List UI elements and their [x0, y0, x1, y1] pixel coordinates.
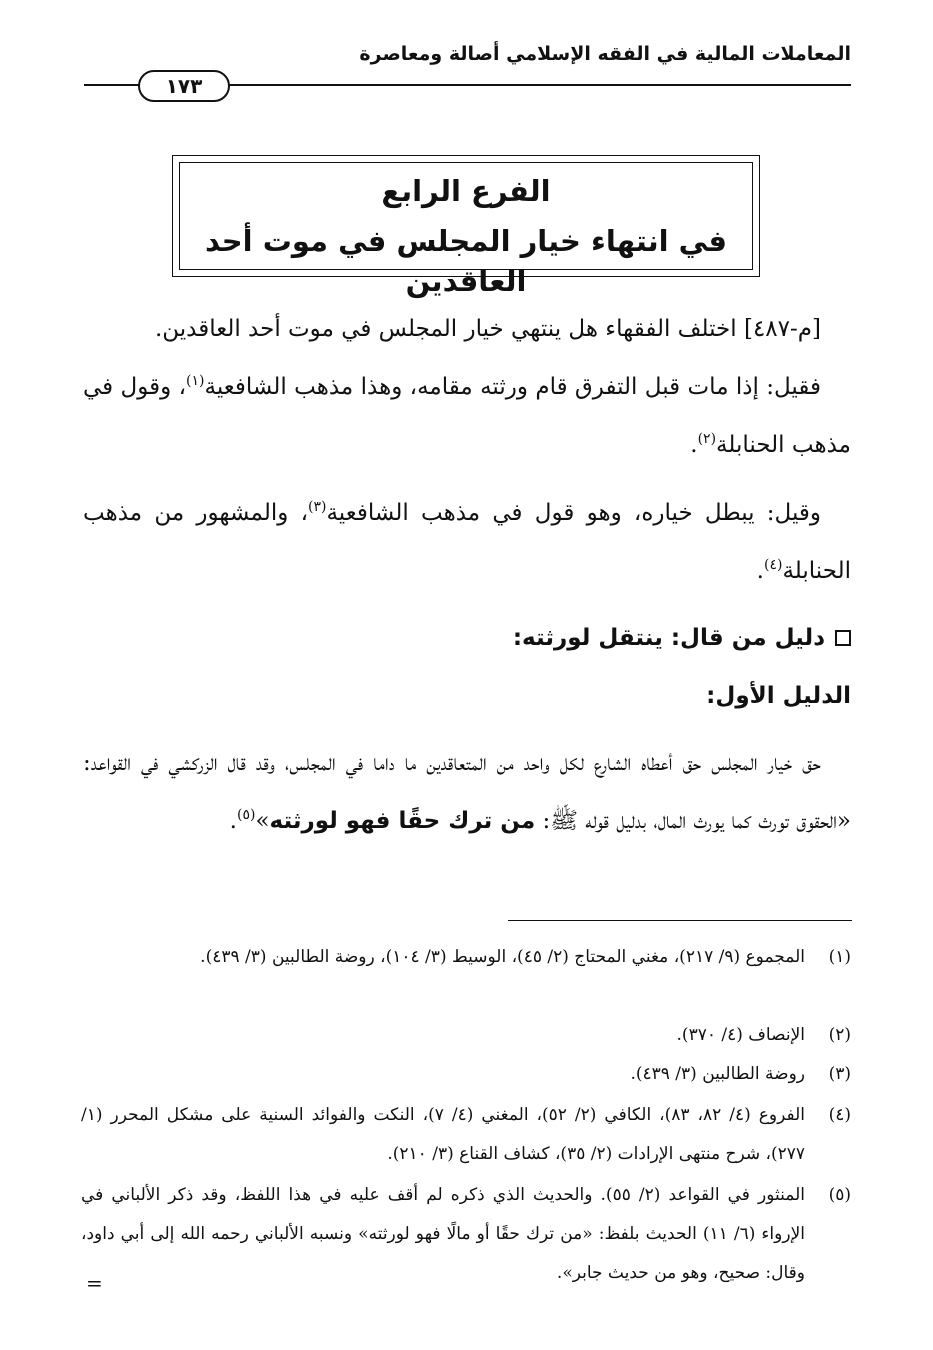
paragraph-text: .: [229, 808, 237, 834]
footnote-3: [81, 1055, 851, 1094]
first-evidence-heading: الدليل الأول:: [706, 683, 851, 709]
section-title-inner-frame: [179, 162, 753, 298]
paragraph-issue: [م-٤٨٧] اختلف الفقهاء هل ينتهي خيار المجلس في موت أحد العاقدين.: [154, 316, 821, 342]
page-number-badge: ١٧٣: [138, 70, 230, 102]
paragraph-text: ، والمشهور من مذهب الحنابلة: [83, 500, 851, 584]
paragraph-text: وقيل: يبطل خياره، وهو قول في مذهب الشافعية: [326, 500, 821, 526]
hadith-quote: من ترك حقًا فهو لورثته: [269, 808, 536, 834]
footnote-number: (٢): [828, 1025, 851, 1045]
footnote-1: [81, 938, 851, 977]
footnote-ref-3[interactable]: (٣): [308, 499, 327, 515]
paragraph-first-evidence: [83, 734, 851, 850]
footnote-number: (٤): [828, 1105, 851, 1125]
footnote-text: روضة الطالبين (٣/ ٤٣٩).: [630, 1064, 805, 1084]
section-title-line-2: في انتهاء خيار المجلس في موت أحد العاقدين: [205, 224, 727, 298]
footnote-separator: [508, 920, 852, 921]
paragraph-text: فقيل: إذا مات قبل التفرق قام ورثته مقامه، وهذا مذهب الشافعية: [204, 374, 821, 400]
running-header-title: المعاملات المالية في الفقه الإسلامي أصالة ومعاصرة: [359, 43, 851, 65]
paragraph-second-opinion: [83, 484, 851, 600]
footnote-number: (١): [828, 947, 851, 967]
footnote-4: [81, 1096, 851, 1174]
section-title-line-1: الفرع الرابع: [381, 174, 551, 208]
footnote-ref-4[interactable]: (٤): [763, 557, 783, 573]
footnote-2: [81, 1016, 851, 1055]
square-bullet-icon: [835, 630, 851, 646]
continuation-mark: =: [86, 1271, 103, 1295]
evidence-heading: [83, 618, 851, 658]
footnote-ref-1[interactable]: (١): [186, 373, 205, 389]
paragraph-text: ، وقول في مذهب الحنابلة: [83, 374, 851, 458]
paragraph-text: .: [756, 558, 764, 584]
paragraph-text: .: [690, 432, 698, 458]
paragraph-first-opinion: [83, 358, 851, 474]
section-title-frame: [172, 155, 760, 298]
footnote-number: (٣): [828, 1064, 851, 1084]
footnote-ref-2[interactable]: (٢): [697, 431, 717, 447]
footnote-text: الفروع (٤/ ٨٢، ٨٣)، الكافي (٢/ ٥٢)، المغني (٤/ ٧)، النكت والفوائد السنية على مشكل المحرر (١/ ٢٧٧)، شرح منتهى الإرادات (٢/ ٣٥)، كشاف القناع (٣/ ٢١٠).: [81, 1105, 806, 1164]
footnote-text: المجموع (٩/ ٢١٧)، مغني المحتاج (٢/ ٤٥)، الوسيط (٣/ ١٠٤)، روضة الطالبين (٣/ ٤٣٩).: [200, 947, 805, 967]
footnote-5: [81, 1176, 851, 1293]
quote-close: »: [255, 808, 270, 834]
footnote-ref-5[interactable]: (٥): [236, 807, 256, 823]
paragraph-text: حق خيار المجلس حق أعطاه الشارع لكل واحد من المتعاقدين ما داما في المجلس، وقد قال الزركشي في القواعد: «الحقوق تورث كما يورث المال، بدليل قوله ﷺ:: [83, 750, 851, 834]
evidence-heading-text: دليل من قال: ينتقل لورثته:: [512, 625, 825, 651]
footnote-text: المنثور في القواعد (٢/ ٥٥). والحديث الذي ذكره لم أقف عليه في هذا اللفظ، وقد ذكر الألباني في الإرواء (٦/ ١١) الحديث بلفظ: «من ترك حقًا أو مالًا فهو لورثته» ونسبه الألباني رحمه الله إلى أبي داود، وقال: صحيح، وهو من حديث جابر».: [81, 1185, 805, 1283]
footnote-number: (٥): [828, 1185, 851, 1205]
footnote-text: الإنصاف (٤/ ٣٧٠).: [676, 1025, 805, 1045]
